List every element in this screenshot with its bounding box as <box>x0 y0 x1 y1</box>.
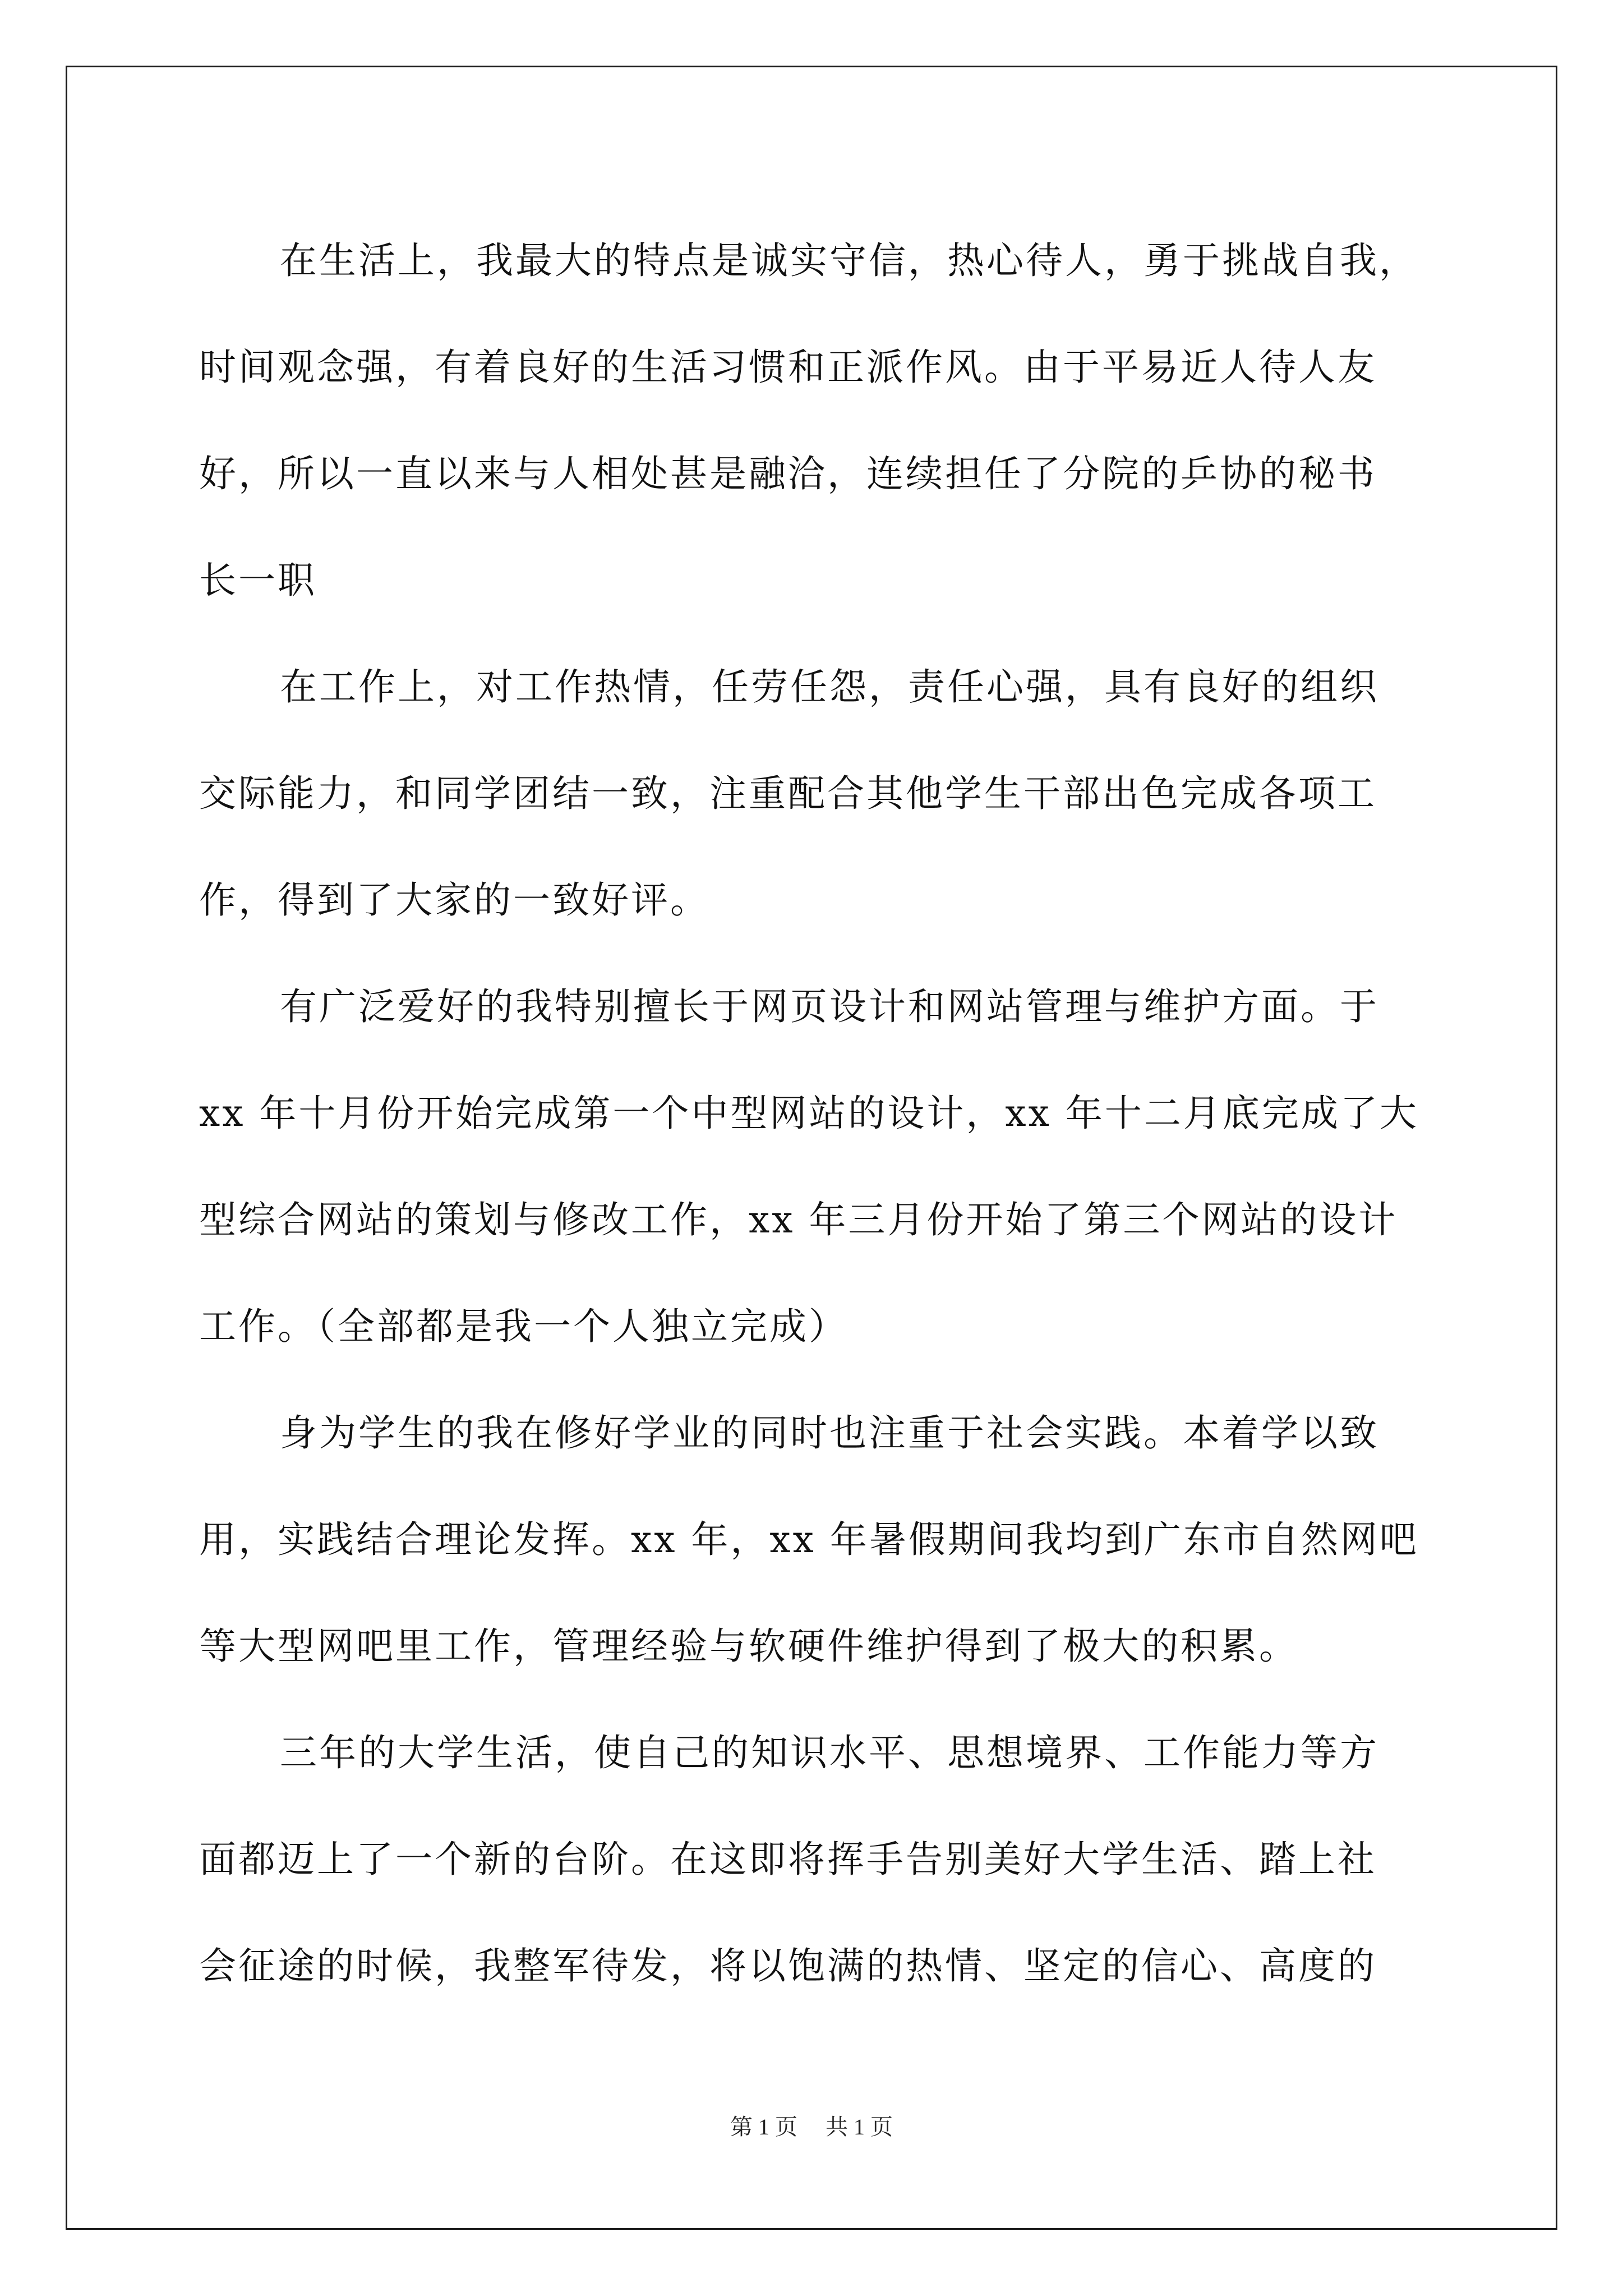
paragraph-5-line-2: 面都迈上了一个新的台阶。在这即将挥手告别美好大学生活、踏上社 <box>199 1838 1377 1881</box>
page-footer <box>0 2109 1623 2141</box>
paragraph-1-line-4: 长一职 <box>199 559 317 602</box>
paragraph-2-line-3: 作，得到了大家的一致好评。 <box>199 878 709 922</box>
paragraph-3-line-2: xx 年十月份开始完成第一个中型网站的设计，xx 年十二月底完成了大 <box>199 1092 1419 1135</box>
page-number-current: 第 1 页 <box>730 2114 797 2139</box>
page-number-total: 共 1 页 <box>826 2114 893 2139</box>
paragraph-5-line-1: 三年的大学生活，使自己的知识水平、思想境界、工作能力等方 <box>280 1731 1379 1774</box>
paragraph-4-line-1: 身为学生的我在修好学业的同时也注重于社会实践。本着学以致 <box>280 1411 1379 1455</box>
paragraph-4-line-3: 等大型网吧里工作，管理经验与软硬件维护得到了极大的积累。 <box>199 1625 1298 1668</box>
paragraph-2-line-2: 交际能力，和同学团结一致，注重配合其他学生干部出色完成各项工 <box>199 772 1377 815</box>
paragraph-1-line-2: 时间观念强，有着良好的生活习惯和正派作风。由于平易近人待人友 <box>199 346 1377 389</box>
paragraph-3-line-1: 有广泛爱好的我特别擅长于网页设计和网站管理与维护方面。于 <box>280 985 1379 1028</box>
paragraph-3-line-4: 工作。（全部都是我一个人独立完成） <box>199 1305 848 1348</box>
document-body <box>199 208 1422 2019</box>
paragraph-5-line-3: 会征途的时候，我整军待发，将以饱满的热情、坚定的信心、高度的 <box>199 1944 1377 1987</box>
paragraph-2-line-1: 在工作上，对工作热情，任劳任怨，责任心强，具有良好的组织 <box>280 665 1379 708</box>
paragraph-3-line-3: 型综合网站的策划与修改工作，xx 年三月份开始了第三个网站的设计 <box>199 1198 1398 1241</box>
paragraph-4-line-2: 用，实践结合理论发挥。xx 年，xx 年暑假期间我均到广东市自然网吧 <box>199 1518 1419 1561</box>
paragraph-1-line-1: 在生活上，我最大的特点是诚实守信，热心待人，勇于挑战自我， <box>280 239 1418 282</box>
paragraph-1-line-3: 好，所以一直以来与人相处甚是融洽，连续担任了分院的乒协的秘书 <box>199 452 1377 495</box>
